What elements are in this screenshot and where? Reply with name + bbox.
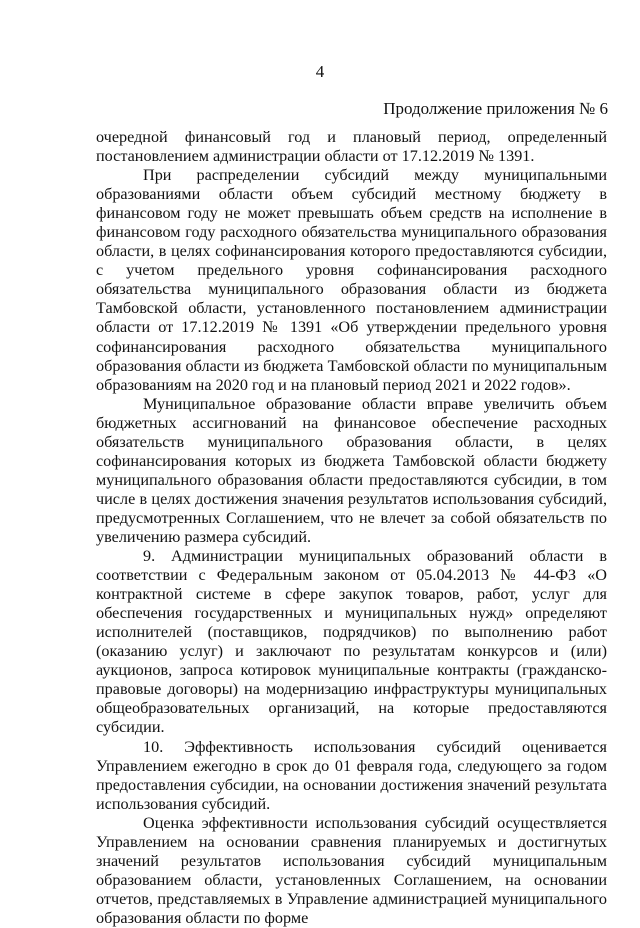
paragraph-subsidy-distribution: При распределении субсидий между муниципальными образованиями области объем субсидий местному бюджету в финансовом году не может превышать объем средств на исполнение в финансовом году расходного обязательства муниципального образования области, в целях софинансирования которого предоставляются субсидии, с учетом предельного уровня софинансирования расходного обязательства муниципального образования области из бюджета Тамбовской области, установленного постановлением администрации области от 17.12.2019 № 1391 «Об утверждении предельного уровня софинансирования расходного обязательства муниципального образования области из бюджета Тамбовской области по муниципальным образованиям на 2020 год и на плановый период 2021 и 2022 годов».	[96, 166, 607, 394]
paragraph-continuation: очередной финансовый год и плановый период, определенный постановлением администрации области от 17.12.2019 № 1391.	[96, 128, 607, 166]
document-body	[96, 128, 607, 928]
paragraph-efficiency-assessment: Оценка эффективности использования субсидий осуществляется Управлением на основании сравнения планируемых и достигнутых значений результатов использования субсидий муниципальным образованием области, установленных Соглашением, на основании отчетов, представляемых в Управление администрацией муниципального образования области по форме	[96, 813, 607, 927]
paragraph-item-9: 9. Администрации муниципальных образований области в соответствии с Федеральным законом от 05.04.2013 № 44-ФЗ «О контрактной системе в сфере закупок товаров, работ, услуг для обеспечения государственных и муниципальных нужд» определяют исполнителей (поставщиков, подрядчиков) по выполнению работ (оказанию услуг) и заключают по результатам конкурсов и (или) аукционов, запроса котировок муниципальные контракты (гражданско-правовые договоры) на модернизацию инфраструктуры муниципальных общеобразовательных организаций, на которые предоставляются субсидии.	[96, 547, 607, 737]
page-number: 4	[315, 62, 325, 81]
paragraph-item-10: 10. Эффективность использования субсидий оценивается Управлением ежегодно в срок до 01 февраля года, следующего за годом предоставления субсидии, на основании достижения значений результата использования субсидий.	[96, 737, 607, 813]
appendix-continuation-note: Продолжение приложения № 6	[383, 99, 608, 118]
paragraph-municipal-right: Муниципальное образование области вправе увеличить объем бюджетных ассигнований на финансовое обеспечение расходных обязательств муниципального образования области, в целях софинансирования которых из бюджета Тамбовской области бюджету муниципального образования области предоставляются субсидии, в том числе в целях достижения значения результатов использования субсидий, предусмотренных Соглашением, что не влечет за собой обязательств по увеличению размера субсидий.	[96, 394, 607, 546]
